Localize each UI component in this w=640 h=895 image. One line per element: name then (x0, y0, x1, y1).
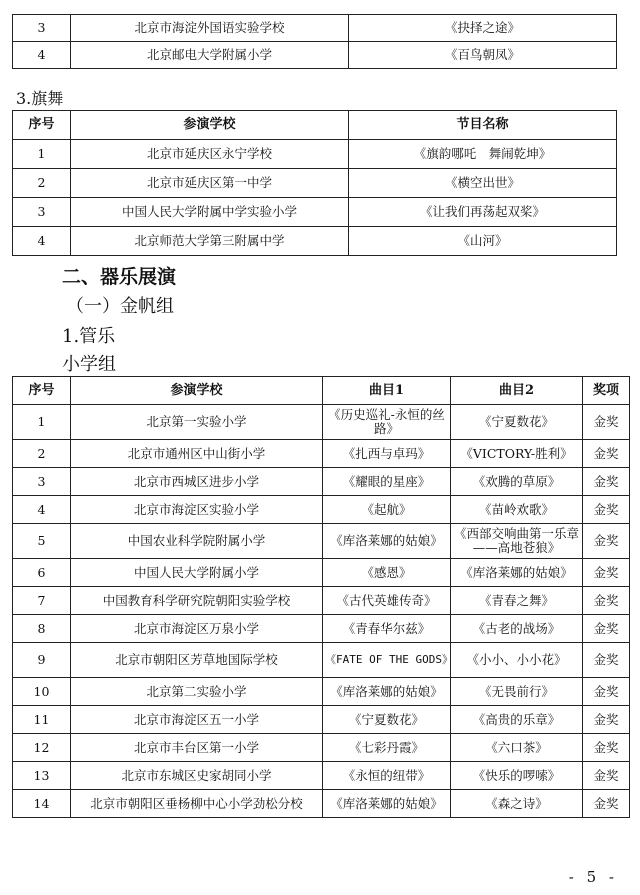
table-row (13, 496, 630, 524)
cell-program: 《横空出世》 (349, 169, 617, 198)
cell-program: 《让我们再荡起双桨》 (349, 198, 617, 227)
cell-no: 11 (13, 706, 71, 734)
cell-song1: 《扎西与卓玛》 (323, 440, 451, 468)
cell-song1: 《库洛莱娜的姑娘》 (323, 678, 451, 706)
header-school: 参演学校 (71, 111, 349, 140)
table-row (13, 405, 630, 440)
cell-award: 金奖 (583, 615, 630, 643)
cell-school: 北京第二实验小学 (71, 678, 323, 706)
cell-song2: 《宁夏数花》 (451, 405, 583, 440)
table-header-row (13, 377, 630, 405)
cell-award: 金奖 (583, 762, 630, 790)
table-row (13, 227, 617, 256)
subheading-jinfan-group: （一）金帆组 (66, 296, 174, 317)
table-row (13, 15, 617, 42)
cell-school: 北京市丰台区第一小学 (71, 734, 323, 762)
cell-award: 金奖 (583, 643, 630, 678)
cell-school: 北京师范大学第三附属中学 (71, 227, 349, 256)
cell-program: 《百鸟朝凤》 (349, 42, 617, 69)
cell-song1: 《古代英雄传奇》 (323, 587, 451, 615)
section-heading-instrumental: 二、器乐展演 (62, 266, 177, 288)
cell-song1: 《永恒的纽带》 (323, 762, 451, 790)
cell-song1: 《FATE OF THE GODS》 (323, 643, 451, 678)
header-song2: 曲目2 (451, 377, 583, 405)
table-header-row (13, 111, 617, 140)
cell-school: 北京市西城区进步小学 (71, 468, 323, 496)
cell-song2: 《高贵的乐章》 (451, 706, 583, 734)
header-program: 节目名称 (349, 111, 617, 140)
cell-award: 金奖 (583, 496, 630, 524)
instrumental-table (12, 376, 630, 818)
cell-no: 4 (13, 42, 71, 69)
cell-school: 北京市海淀区万泉小学 (71, 615, 323, 643)
cell-award: 金奖 (583, 678, 630, 706)
cell-school: 中国人民大学附属小学 (71, 559, 323, 587)
table-row (13, 198, 617, 227)
cell-song2: 《西部交响曲第一乐章——高地苍狼》 (451, 524, 583, 559)
cell-program: 《山河》 (349, 227, 617, 256)
cell-award: 金奖 (583, 559, 630, 587)
cell-award: 金奖 (583, 440, 630, 468)
cell-no: 6 (13, 559, 71, 587)
table-row (13, 615, 630, 643)
cell-no: 8 (13, 615, 71, 643)
cell-no: 4 (13, 496, 71, 524)
cell-song2: 《欢腾的草原》 (451, 468, 583, 496)
performance-table-top (12, 14, 617, 69)
cell-song2: 《古老的战场》 (451, 615, 583, 643)
cell-song2: 《森之诗》 (451, 790, 583, 818)
cell-school: 北京市海淀区实验小学 (71, 496, 323, 524)
table-row (13, 643, 630, 678)
table-row (13, 42, 617, 69)
table-row (13, 706, 630, 734)
cell-school: 北京第一实验小学 (71, 405, 323, 440)
cell-award: 金奖 (583, 790, 630, 818)
cell-song1: 《耀眼的星座》 (323, 468, 451, 496)
header-song1: 曲目1 (323, 377, 451, 405)
cell-no: 5 (13, 524, 71, 559)
cell-no: 2 (13, 169, 71, 198)
cell-school: 北京邮电大学附属小学 (71, 42, 349, 69)
header-school: 参演学校 (71, 377, 323, 405)
cell-award: 金奖 (583, 468, 630, 496)
header-no: 序号 (13, 111, 71, 140)
cell-no: 4 (13, 227, 71, 256)
table-row (13, 734, 630, 762)
cell-song2: 《VICTORY-胜利》 (451, 440, 583, 468)
cell-song1: 《感恩》 (323, 559, 451, 587)
cell-school: 北京市海淀外国语实验学校 (71, 15, 349, 42)
cell-song1: 《起航》 (323, 496, 451, 524)
table-row (13, 140, 617, 169)
header-no: 序号 (13, 377, 71, 405)
table-row (13, 440, 630, 468)
cell-no: 14 (13, 790, 71, 818)
flag-dance-table (12, 110, 617, 256)
cell-school: 北京市延庆区第一中学 (71, 169, 349, 198)
table-row (13, 524, 630, 559)
cell-song1: 《历史巡礼-永恒的丝路》 (323, 405, 451, 440)
cell-award: 金奖 (583, 706, 630, 734)
cell-song2: 《库洛莱娜的姑娘》 (451, 559, 583, 587)
cell-song1: 《库洛莱娜的姑娘》 (323, 524, 451, 559)
cell-song2: 《六口茶》 (451, 734, 583, 762)
cell-song2: 《小小、小小花》 (451, 643, 583, 678)
cell-no: 2 (13, 440, 71, 468)
cell-no: 1 (13, 140, 71, 169)
cell-program: 《旗韵哪吒 舞闹乾坤》 (349, 140, 617, 169)
cell-no: 3 (13, 198, 71, 227)
table-row (13, 559, 630, 587)
section-heading-flag-dance: 3.旗舞 (16, 89, 64, 108)
cell-no: 3 (13, 468, 71, 496)
cell-school: 北京市通州区中山街小学 (71, 440, 323, 468)
table-row (13, 678, 630, 706)
cell-song2: 《无畏前行》 (451, 678, 583, 706)
cell-school: 北京市朝阳区芳草地国际学校 (71, 643, 323, 678)
cell-school: 中国人民大学附属中学实验小学 (71, 198, 349, 227)
cell-no: 3 (13, 15, 71, 42)
cell-song1: 《宁夏数花》 (323, 706, 451, 734)
table-row (13, 587, 630, 615)
header-award: 奖项 (583, 377, 630, 405)
cell-song1: 《库洛莱娜的姑娘》 (323, 790, 451, 818)
cell-school: 北京市海淀区五一小学 (71, 706, 323, 734)
cell-school: 中国农业科学院附属小学 (71, 524, 323, 559)
cell-school: 北京市朝阳区垂杨柳中心小学劲松分校 (71, 790, 323, 818)
cell-no: 9 (13, 643, 71, 678)
table-row (13, 468, 630, 496)
cell-award: 金奖 (583, 734, 630, 762)
table-row (13, 762, 630, 790)
cell-award: 金奖 (583, 405, 630, 440)
cell-award: 金奖 (583, 524, 630, 559)
cell-no: 1 (13, 405, 71, 440)
cell-award: 金奖 (583, 587, 630, 615)
cell-no: 12 (13, 734, 71, 762)
table-row (13, 169, 617, 198)
cell-song1: 《七彩丹霞》 (323, 734, 451, 762)
page-number: - 5 - (568, 868, 618, 886)
cell-school: 中国教育科学研究院朝阳实验学校 (71, 587, 323, 615)
cell-song2: 《青春之舞》 (451, 587, 583, 615)
cell-school: 北京市延庆区永宁学校 (71, 140, 349, 169)
cell-school: 北京市东城区史家胡同小学 (71, 762, 323, 790)
cell-song2: 《快乐的啰嗦》 (451, 762, 583, 790)
cell-song2: 《苗岭欢歌》 (451, 496, 583, 524)
table-row (13, 790, 630, 818)
cell-song1: 《青春华尔兹》 (323, 615, 451, 643)
category-wind-music: 1.管乐 (62, 326, 116, 347)
cell-no: 7 (13, 587, 71, 615)
cell-no: 10 (13, 678, 71, 706)
cell-program: 《抉择之途》 (349, 15, 617, 42)
group-primary-school: 小学组 (62, 354, 116, 375)
cell-no: 13 (13, 762, 71, 790)
